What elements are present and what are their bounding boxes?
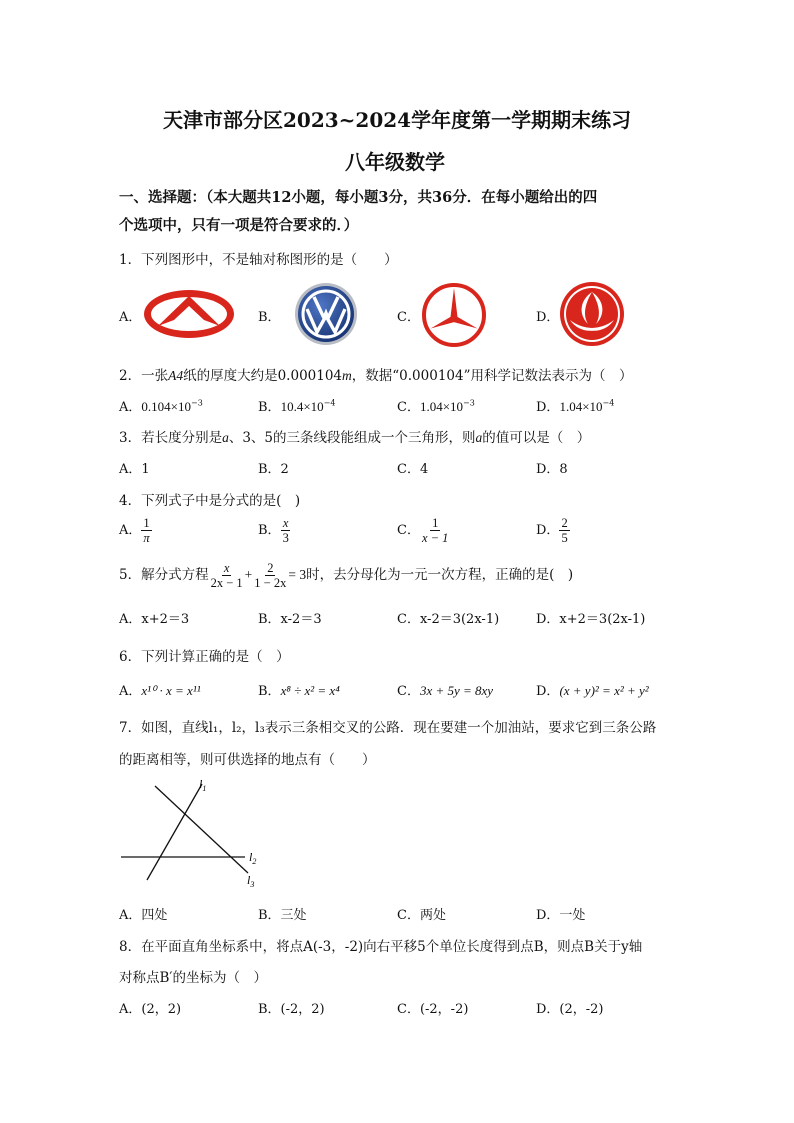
q6-option-d [536,680,649,699]
option-expression: (x + y)² = x² + y² [559,683,649,698]
option-expression: 3x + 5y = 8xy [419,683,494,698]
q8-option-a: A．(2，2) [119,1002,182,1017]
question-8-stem-line1: 8．在平面直角坐标系中，将点A(-3，-2)向右平移5个单位长度得到点B，则点B关于y轴 [119,939,643,955]
plus-sign: + [244,567,253,582]
q8-option-d: D．(2，-2) [536,1002,604,1017]
section-heading-line2: 个选项中，只有一项是符合要求的．） [119,217,359,234]
q2-option-a [119,396,203,415]
q5-fraction-2 [252,561,288,590]
fraction [141,516,151,545]
option-base: 10.4×10 [280,399,324,414]
infiniti-logo [142,288,236,340]
q2-option-d [536,396,614,415]
option-label: D． [536,684,560,699]
q2-option-b [258,396,335,415]
mercedes-logo [421,282,487,348]
option-expression: x¹⁰ · x = x¹¹ [141,683,201,698]
label-l2: $l_2$ [249,850,257,866]
q3-option-a: A．1 [119,462,150,477]
dongfeng-logo [558,280,626,348]
option-label: C． [397,523,420,538]
label-l3: $l_3$ [247,873,255,889]
q2-var-a4: A4 [168,368,184,383]
option-base: 1.04×10 [559,399,603,414]
label-l1: $l_1$ [199,777,207,793]
q1-option-a-label: A． [119,310,142,325]
question-4-stem: 4．下列式子中是分式的是( ) [119,493,301,509]
section-heading-line1: 一、选择题：（本大题共12小题，每小题3分，共36分．在每小题给出的四 [119,189,598,206]
option-exponent: −4 [602,398,615,408]
option-label: D． [536,523,560,538]
fraction [559,516,569,545]
numerator: x [223,561,230,575]
line-l1 [147,784,202,880]
question-7-stem-line2: 的距离相等，则可供选择的地点有（ ） [119,752,376,768]
q3-option-d: D．8 [536,462,568,477]
line-l3 [155,786,248,873]
q2-stem-part2: 纸的厚度大约是0.000104 [183,368,343,384]
q7-option-c: C．两处 [397,908,446,923]
q5-option-a: A．x+2＝3 [119,612,190,627]
q5-stem-part1: 5．解分式方程 [119,567,209,583]
question-5-stem [119,561,573,590]
numerator: 1 [432,516,439,530]
q6-option-b [258,680,340,699]
denominator: 3 [282,531,289,545]
q7-option-a: A．四处 [119,908,168,923]
q3-stem-part1: 3．若长度分别是 [119,430,223,446]
question-2-stem [119,364,632,384]
q3-stem-part3: 的值可以是（ ） [482,430,591,446]
option-exponent: −3 [190,398,203,408]
q5-option-d: D．x+2＝3(2x-1) [536,612,646,627]
numerator: 2 [561,516,568,530]
option-exponent: −3 [463,398,475,408]
denominator: x − 1 [421,531,449,545]
option-label: D． [536,400,560,415]
q4-option-c [397,516,450,545]
option-base: 1.04×10 [419,399,464,414]
equals-three: = 3 [288,567,307,582]
q7-lines-figure [115,772,275,897]
q5-option-c: C．x-2＝3(2x-1) [397,612,500,627]
q7-option-b: B．三处 [258,908,307,923]
question-8-stem-line2: 对称点B′的坐标为（ ） [119,970,267,986]
numerator: 2 [267,561,274,575]
option-label: C． [397,400,420,415]
q5-stem-part2: 时，去分母化为一元一次方程，正确的是( ) [306,567,574,583]
option-label: A． [119,400,142,415]
q3-var-a: a [222,430,229,445]
q3-option-c: C．4 [397,462,429,477]
q1-option-d-label: D． [536,310,560,325]
denominator: 5 [561,531,568,545]
q6-option-a [119,680,201,699]
option-label: A． [119,684,142,699]
q5-option-b: B．x-2＝3 [258,612,322,627]
q3-var-a2: a [475,430,483,445]
page-title: 天津市部分区2023~2024学年度第一学期期末练习 [163,108,632,132]
denominator: 1 − 2x [254,576,287,590]
fraction [281,516,291,545]
q4-option-a [119,516,152,545]
q4-option-b [258,516,291,545]
numerator: 1 [143,516,150,530]
q3-option-b: B．2 [258,462,289,477]
q6-option-c [397,680,493,699]
option-expression: x⁸ ÷ x² = x⁴ [280,683,340,698]
q4-option-d [536,516,570,545]
denominator: π [143,531,150,545]
question-6-stem: 6．下列计算正确的是（ ） [119,649,290,665]
option-label: B． [258,400,281,415]
q2-unit: m [342,368,352,383]
q1-option-c-label: C． [397,310,420,325]
q2-stem-part3: ，数据“0.000104”用科学记数法表示为（ ） [351,368,633,384]
question-7-stem-line1: 7．如图，直线l₁，l₂，l₃表示三条相交叉的公路．现在要建一个加油站，要求它到三条公路 [119,720,657,736]
q5-fraction-1 [209,561,245,590]
option-label: B． [258,523,281,538]
option-base: 0.104×10 [141,399,191,414]
option-label: A． [119,523,142,538]
q3-stem-part2: 、3、5的三条线段能组成一个三角形，则 [228,430,476,446]
denominator: 2x − 1 [210,576,243,590]
question-1-stem: 1．下列图形中，不是轴对称图形的是（ ） [119,252,398,268]
q8-option-c: C．(-2，-2) [397,1002,469,1017]
q2-stem-part1: 2．一张 [119,368,169,384]
q1-option-b-label: B． [258,310,281,325]
q8-option-b: B．(-2，2) [258,1002,325,1017]
fraction [420,516,450,545]
q2-option-c [397,396,475,415]
volkswagen-logo [294,282,358,346]
numerator: x [282,516,289,530]
q7-option-d: D．一处 [536,908,586,923]
option-label: B． [258,684,281,699]
page-subtitle: 八年级数学 [345,150,445,174]
option-label: C． [397,684,420,699]
option-exponent: −4 [323,398,336,408]
question-3-stem [119,426,590,446]
